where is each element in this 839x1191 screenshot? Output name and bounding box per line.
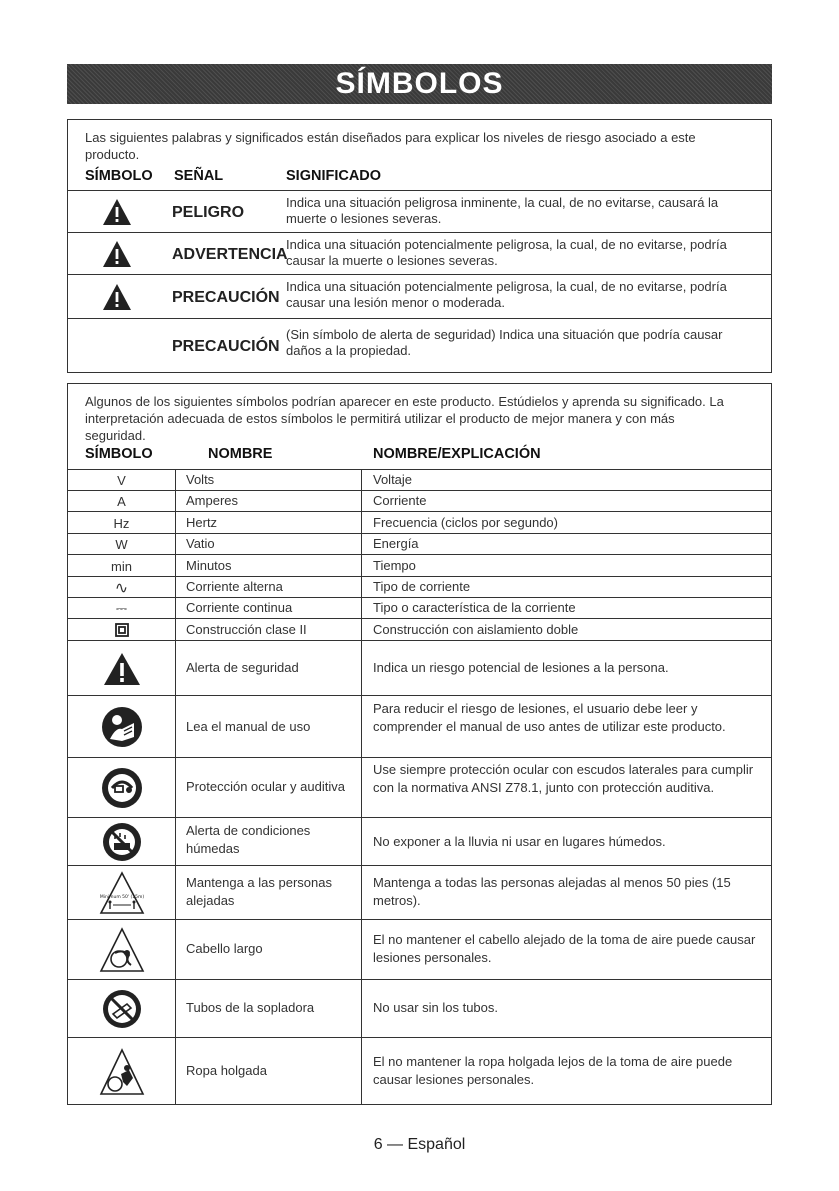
symbol-name: Alerta de condiciones húmedas [186,823,311,856]
warning-triangle-icon [102,240,132,268]
symbol-explanation: Construcción con aislamiento doble [373,622,579,637]
symbol-name: Volts [186,472,215,487]
page-footer: 6 — Español [373,1136,466,1153]
symbol-name: Lea el manual de uso [186,719,311,734]
loose-clothing-icon [99,1048,145,1096]
table-row [68,576,771,598]
blower-tubes-icon [101,988,143,1030]
signal-row-advertencia [68,232,771,275]
table-row [68,533,771,555]
symbols-box [67,383,772,1105]
signal-row-precaucion-property [68,318,771,371]
symbol-minutes: min [111,558,132,574]
symbol-name: Hertz [186,515,218,530]
keep-bystanders-away-icon [99,871,145,915]
long-hair-icon [99,927,145,973]
signal-row-precaucion [68,274,771,319]
header-explanation: NOMBRE/EXPLICACIÓN [373,446,541,462]
safety-alert-icon [102,651,142,687]
symbol-explanation: No exponer a la lluvia ni usar en lugares húmedos. [373,834,666,849]
table-row [68,979,771,1038]
distance-label: Minimum 50' (15m) [99,895,144,900]
symbol-name: Vatio [186,536,215,551]
header-symbol: SÍMBOLO [85,168,153,184]
symbol-watts: W [115,537,128,552]
symbol-name: Mantenga a las personas alejadas [186,875,332,908]
alternating-current-icon: ∿ [114,579,129,597]
table-row [68,618,771,641]
symbol-explanation: Corriente [373,493,427,508]
signal-word: PRECAUCIÓN [172,289,280,306]
eye-ear-protection-icon [100,766,144,810]
table-row [68,1037,771,1105]
signal-intro: Las siguientes palabras y significados están diseñados para explicar los niveles de riesgo asociado a este producto. [85,130,696,162]
symbol-name: Amperes [186,493,239,508]
signal-row-peligro [68,190,771,233]
signal-words-box [67,119,772,373]
symbol-explanation: Tipo de corriente [373,579,471,594]
direct-current-icon: ⎓ [115,600,128,616]
table-row [68,817,771,866]
symbol-explanation: Voltaje [373,472,413,487]
signal-meaning: (Sin símbolo de alerta de seguridad) Indica una situación que podría causar daños a la propiedad. [286,327,723,358]
symbols-table [68,469,771,1104]
header-signal: SEÑAL [174,168,224,184]
signal-word: ADVERTENCIA [172,246,288,263]
signal-meaning: Indica una situación peligrosa inminente, la cual, de no evitarse, causará la muerte o lesiones severas. [286,195,719,226]
symbol-explanation: Tiempo [373,558,416,573]
symbol-explanation: El no mantener el cabello alejado de la toma de aire puede causar lesiones personales. [373,932,756,965]
signal-meaning: Indica una situación potencialmente peligrosa, la cual, de no evitarse, podría causar la muerte o lesiones severas. [286,237,727,268]
symbol-name: Cabello largo [186,941,263,956]
symbols-intro: Algunos de los siguientes símbolos podrían aparecer en este producto. Estúdielos y aprenda su significado. La interpretación adecuada de estos símbolos le permitirá utilizar el producto de mejor manera y con más seguridad. [85,394,724,443]
symbol-explanation: El no mantener la ropa holgada lejos de la toma de aire puede causar lesiones personales. [373,1054,733,1087]
table-row [68,757,771,818]
symbol-explanation: Energía [373,536,419,551]
signal-word: PRECAUCIÓN [172,338,280,355]
table-row [68,919,771,980]
header-meaning: SIGNIFICADO [286,168,382,184]
symbol-name: Corriente continua [186,600,293,615]
symbol-explanation: Tipo o característica de la corriente [373,600,576,615]
symbol-explanation: Use siempre protección ocular con escudos laterales para cumplir con la normativa ANSI Z78.1, junto con protección auditiva. [373,762,754,795]
symbol-amperes: A [117,494,126,509]
symbol-explanation: Mantenga a todas las personas alejadas al menos 50 pies (15 metros). [373,875,731,908]
symbol-explanation: Indica un riesgo potencial de lesiones a la persona. [373,660,669,675]
title-banner [67,64,772,104]
table-row [68,554,771,577]
table-row [68,597,771,619]
symbol-name: Tubos de la sopladora [186,1000,315,1015]
symbol-name: Corriente alterna [186,579,283,594]
symbol-name: Ropa holgada [186,1063,267,1078]
read-manual-icon [100,705,144,749]
symbol-name: Protección ocular y auditiva [186,779,345,794]
table-row [68,490,771,512]
signal-meaning: Indica una situación potencialmente peligrosa, la cual, de no evitarse, podría causar una lesión menor o moderada. [286,279,727,310]
signal-word: PELIGRO [172,204,245,221]
symbol-hertz: Hz [113,515,130,531]
header-symbol: SÍMBOLO [85,446,153,462]
symbol-explanation: No usar sin los tubos. [373,1000,499,1015]
symbol-volts: V [117,473,126,488]
table-row [68,865,771,920]
table-row [68,469,771,491]
warning-triangle-icon [102,198,132,226]
symbol-explanation: Frecuencia (ciclos por segundo) [373,515,558,530]
symbol-explanation: Para reducir el riesgo de lesiones, el usuario debe leer y comprender el manual de uso antes de utilizar este producto. [373,701,726,734]
symbol-name: Minutos [186,558,232,573]
symbol-name: Alerta de seguridad [186,660,299,675]
page-title: SÍMBOLOS [335,67,504,100]
table-row [68,511,771,534]
table-row [68,640,771,696]
header-name: NOMBRE [208,446,273,462]
double-insulation-icon [115,623,129,637]
table-row [68,695,771,758]
warning-triangle-icon [102,283,132,311]
wet-conditions-icon [101,821,143,863]
symbol-name: Construcción clase II [186,622,307,637]
